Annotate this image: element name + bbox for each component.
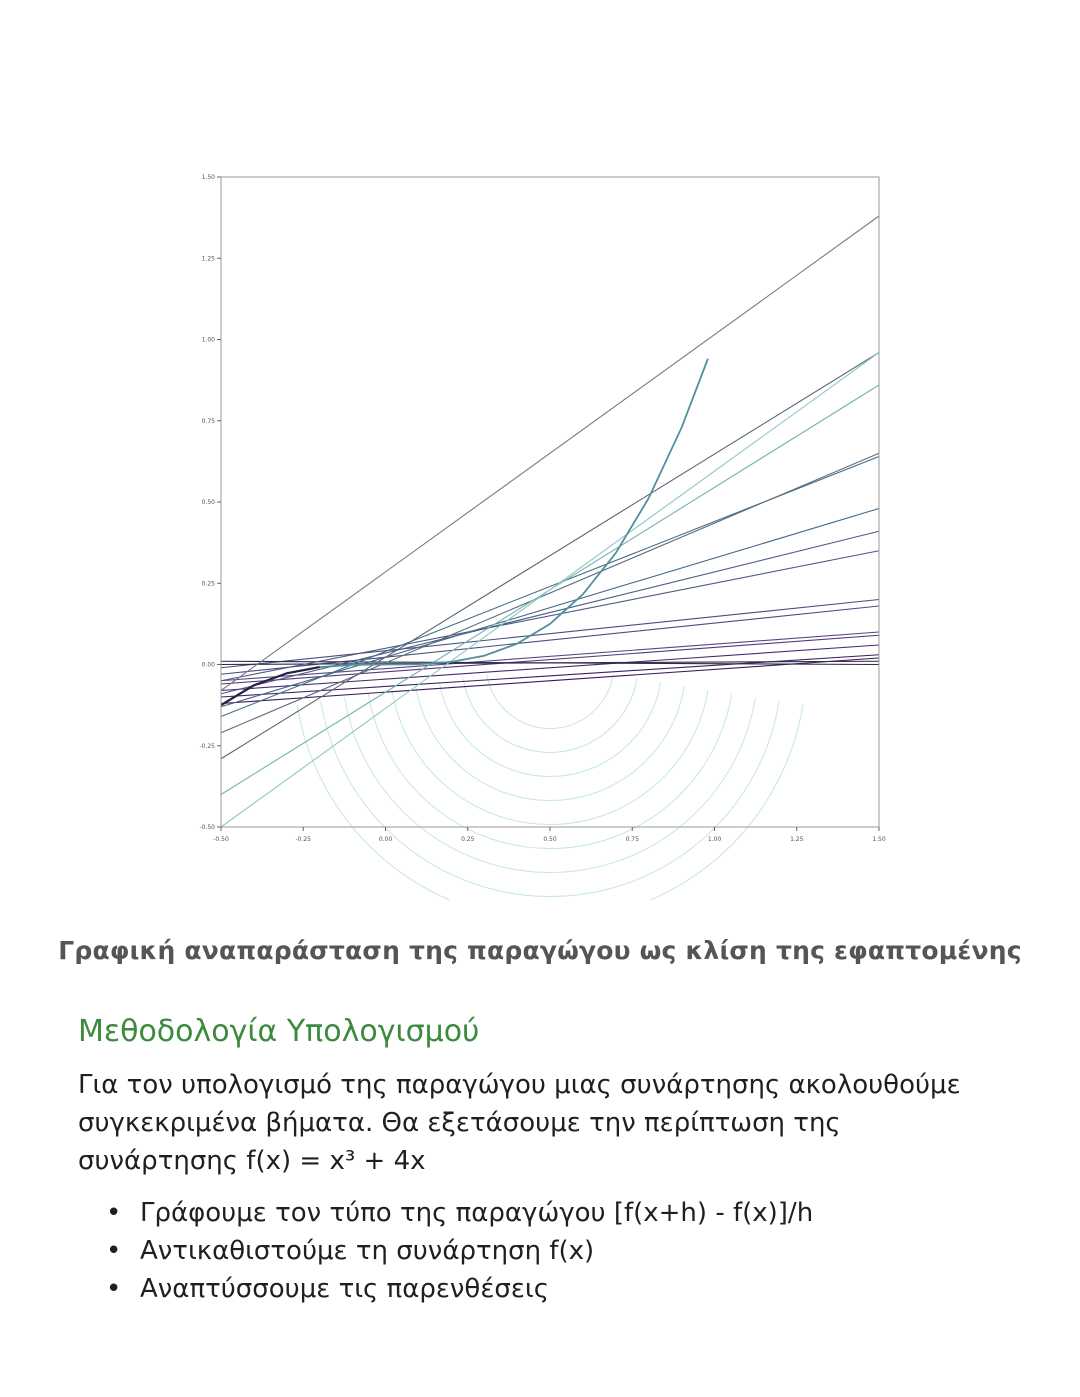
- section-heading: Μεθοδολογία Υπολογισμού: [78, 1014, 480, 1049]
- x-tick-label: -0.50: [213, 836, 229, 843]
- tangent-lines: [221, 216, 879, 827]
- step-item: • Γράφουμε τον τύπο της παραγώγου [f(x+h) - f(x)]/h: [104, 1194, 813, 1232]
- x-tick-label: 1.50: [872, 836, 886, 843]
- x-tick-label: 0.25: [461, 836, 475, 843]
- paragraph-line: Για τον υπολογισμό της παραγώγου μιας συνάρτησης ακολουθούμε: [78, 1070, 961, 1100]
- paragraph-line: συνάρτησης f(x) = x³ + 4x: [78, 1146, 426, 1176]
- steps-list: [104, 1194, 813, 1308]
- y-tick-label: 1.00: [201, 336, 215, 344]
- y-tick-label: -0.25: [199, 742, 215, 750]
- y-tick-label: 1.25: [201, 255, 215, 263]
- x-tick-label: 0.75: [625, 836, 639, 843]
- tangent-line: [221, 632, 879, 681]
- background-arc: [439, 682, 660, 776]
- tangent-line: [221, 453, 879, 733]
- background-arc: [463, 678, 637, 752]
- background-arc: [297, 705, 803, 900]
- background-arc: [487, 675, 613, 729]
- step-item: • Αντικαθιστούμε τη συνάρτηση f(x): [104, 1232, 813, 1270]
- y-tick-label: 1.50: [201, 174, 215, 181]
- x-tick-label: 0.00: [378, 836, 393, 843]
- background-arc: [368, 693, 731, 848]
- y-tick-label: 0.75: [201, 417, 215, 425]
- background-arc: [321, 701, 779, 897]
- y-tick-label: 0.50: [201, 499, 215, 506]
- figure-caption: Γραφική αναπαράσταση της παραγώγου ως κλίση της εφαπτομένης: [58, 936, 1022, 965]
- x-tick-label: -0.25: [295, 836, 312, 843]
- background-arcs: [297, 675, 803, 900]
- plot-frame: [221, 177, 879, 827]
- step-item: • Αναπτύσσουμε τις παρενθέσεις: [104, 1270, 813, 1308]
- tangent-line: [221, 353, 879, 828]
- y-tick-label: -0.50: [199, 824, 215, 831]
- tangent-line: [221, 600, 879, 668]
- paragraph-line: συγκεκριμένα βήματα. Θα εξετάσουμε την περίπτωση της: [78, 1108, 841, 1138]
- tangent-line: [221, 658, 879, 704]
- y-axis-ticks: [199, 174, 221, 831]
- x-tick-label: 0.50: [543, 836, 557, 843]
- x-axis-ticks: [213, 827, 886, 843]
- tangent-line: [221, 216, 879, 691]
- y-tick-label: 0.25: [201, 580, 215, 588]
- y-tick-label: 0.00: [201, 661, 215, 669]
- x-tick-label: 1.00: [707, 836, 722, 843]
- intro-paragraph: [78, 1066, 1018, 1180]
- background-arc: [392, 690, 708, 825]
- x-tick-label: 1.25: [790, 836, 804, 843]
- background-arc: [416, 686, 685, 801]
